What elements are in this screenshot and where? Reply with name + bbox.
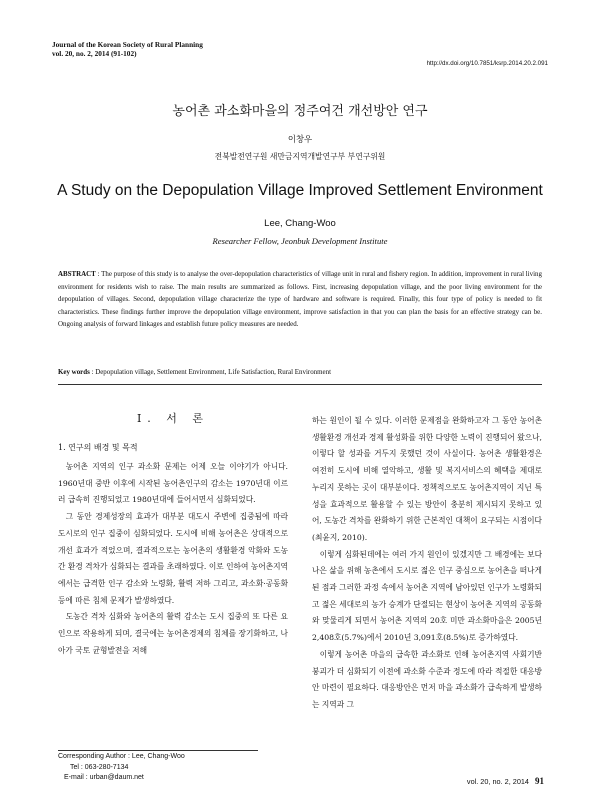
paragraph: 하는 원인이 될 수 있다. 이러한 문제점을 완화하고자 그 동안 농어촌 생활환경 개선과 경제 활성화를 위한 다양한 노력이 진행되어 왔으나, 이렇다 할 성과를 거두지 못했던 것이 사실이다. 농어촌 생활환경은 여전히 도시에 비해 열악하고, 생활 및 복지서비스의 혜택을 제대로 누리지 못하는 곳이 대부분이다. 정책적으로도 농어촌지역이 지닌 특성을 효과적으로 활용할 수 있는 방안이 충분히 제시되지 못하고 있어, 도농간 격차를 완화하기 위한 근본적인 대책이 요구되는 시점이다(최윤지, 2010). <box>312 416 542 542</box>
page-number: 91 <box>535 776 544 786</box>
doi-link[interactable]: http://dx.doi.org/10.7851/ksrp.2014.20.2.091 <box>426 60 548 67</box>
journal-volume: vol. 20, no. 2, 2014 (91-102) <box>52 49 137 58</box>
correspondence <box>58 752 258 784</box>
right-column <box>312 413 542 714</box>
english-title: A Study on the Depopulation Village Improved Settlement Environment <box>57 182 543 199</box>
korean-title: 농어촌 과소화마을의 정주여건 개선방안 연구 <box>172 104 428 119</box>
journal-name: Journal of the Korean Society of Rural Planning <box>52 40 203 49</box>
subsection-title: 1. 연구의 배경 및 목적 <box>58 443 138 452</box>
keywords-label: Key words <box>58 368 90 376</box>
left-column <box>58 410 288 659</box>
korean-author: 이창우 <box>287 134 313 144</box>
korean-affiliation: 전북발전연구원 새만금지역개발연구부 부연구위원 <box>214 152 386 161</box>
correspondence-divider <box>58 750 258 751</box>
keywords <box>58 367 542 377</box>
corresponding-author: Corresponding Author : Lee, Chang-Woo <box>58 753 185 760</box>
keywords-text: : Depopulation village, Settlement Environment, Life Satisfaction, Rural Environment <box>89 368 332 376</box>
paragraph: 도농간 격차 심화와 농어촌의 활력 감소는 도시 집중의 또 다른 요인으로 작용하게 되며, 결국에는 농어촌경제의 침체를 장기화하고, 나아가 국토 균형발전을 저해 <box>58 612 288 655</box>
paragraph: 이렇게 농어촌 마을의 급속한 과소화로 인해 농어촌지역 사회기반붕괴가 더 심화되기 이전에 과소화 수준과 정도에 따라 적절한 대응방안 마련이 필요하다. 대응방안은 먼저 마을 과소화가 급속하게 발생하는 지역과 그 <box>312 649 542 709</box>
english-author: Lee, Chang-Woo <box>264 218 336 229</box>
keywords-divider <box>58 384 542 385</box>
page-footer <box>467 776 544 786</box>
abstract-label: ABSTRACT <box>58 270 96 278</box>
section-title: I. 서 론 <box>136 412 210 425</box>
english-affiliation: Researcher Fellow, Jeonbuk Development Institute <box>212 236 388 246</box>
paragraph: 그 동안 경제성장의 효과가 대부분 대도시 주변에 집중됨에 따라 도시로의 인구 집중이 심화되었다. 도시에 비해 농어촌은 상대적으로 개선 효과가 적었으며, 결과적으로는 농어촌의 생활환경 악화와 도농간 환경 격차가 심화되는 결과를 초래하였다. 이로 인하여 농어촌지역에서는 급격한 인구 감소와 노령화, 활력 저하 그리고, 과소화·공동화 등에 따른 침체 문제가 발생하였다. <box>58 512 288 605</box>
footer-issue: vol. 20, no. 2, 2014 <box>466 777 529 786</box>
abstract <box>58 268 542 331</box>
journal-header <box>52 40 203 58</box>
phone: Tel : 063-280-7134 <box>70 763 129 771</box>
abstract-text: : The purpose of this study is to analyse the over-depopulation characteristics of village unit in rural and fishery region. In addition, improvement in rural living environment for residents wish to raise. The main results are summarized as follows. First, increasing depopulation village, and the poor living environment for the depopulation of villages. Second, depopulation village characterize the type of hardware and software is required. Finally, this four type of policy is needed to fit characteristics. These findings further improve the depopulation village environment, improve satisfaction in that you can plan the basis for an effective strategy can be. Ongoing analysis of forward linkages and establish future policy measures are needed. <box>58 270 542 329</box>
email[interactable]: E-mail : urban@daum.net <box>64 774 144 781</box>
paragraph: 농어촌 지역의 인구 과소화 문제는 어제 오늘 이야기가 아니다. 1960년대 중반 이후에 시작된 농어촌인구의 감소는 1970년대 이르러 급속히 진행되었고 1980년대에 들어서면서 심화되었다. <box>58 462 288 505</box>
paragraph: 이렇게 심화된데에는 여러 가지 원인이 있겠지만 그 배경에는 보다 나은 삶을 위해 농촌에서 도시로 젊은 인구 중심으로 농어촌을 떠나게 된 점과 그러한 과정 속에서 농어촌 지역에 남아있던 인구가 노령화되고 젊은 세대로의 농가 승계가 단절되는 현상이 농어촌 지역의 공동화와 맞물리게 되면서 농어촌 지역의 20호 미만 과소화마을은 2005년 2,408호(5.7%)에서 2010년 3,091호(8.5%)로 증가하였다. <box>312 549 542 643</box>
